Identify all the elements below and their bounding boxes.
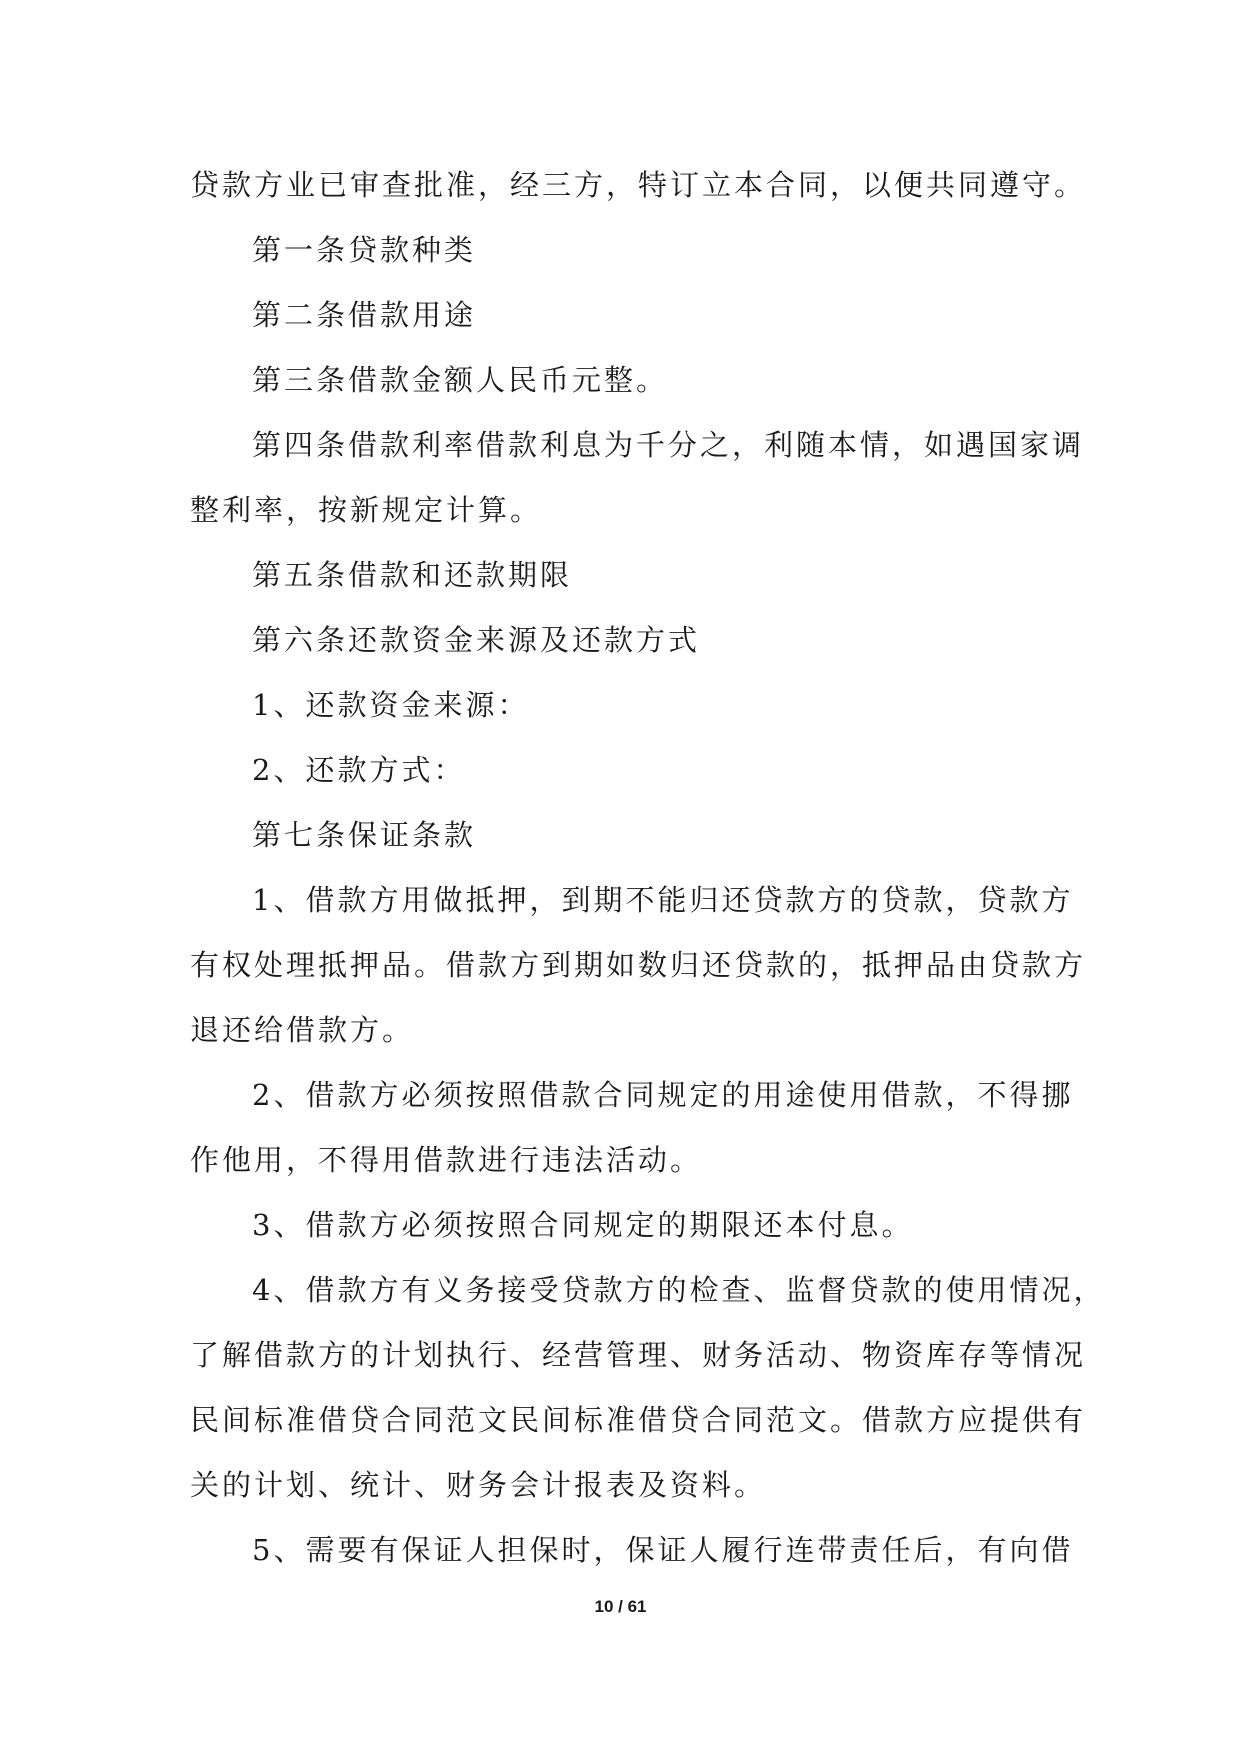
paragraph-line: 1、还款资金来源： [252, 688, 530, 722]
paragraph-line: 有权处理抵押品。借款方到期如数归还贷款的，抵押品由贷款方 [190, 948, 1087, 982]
paragraph-line: 贷款方业已审查批准，经三方，特订立本合同，以便共同遵守。 [190, 168, 1087, 202]
paragraph-line: 第二条借款用途 [252, 298, 477, 332]
paragraph-line: 第五条借款和还款期限 [252, 558, 573, 592]
paragraph-line: 了解借款方的计划执行、经营管理、财务活动、物资库存等情况 [190, 1338, 1087, 1372]
paragraph-line: 民间标准借贷合同范文民间标准借贷合同范文。借款方应提供有 [190, 1403, 1087, 1437]
paragraph-line: 1、借款方用做抵押，到期不能归还贷款方的贷款，贷款方 [252, 883, 1074, 917]
paragraph-line: 4、借款方有义务接受贷款方的检查、监督贷款的使用情况， [252, 1273, 1106, 1307]
paragraph-line: 第三条借款金额人民币元整。 [252, 363, 669, 397]
paragraph-line: 第六条还款资金来源及还款方式 [252, 623, 701, 657]
paragraph-line: 整利率，按新规定计算。 [190, 493, 543, 527]
paragraph-line: 第四条借款利率借款利息为千分之，利随本情，如遇国家调 [252, 428, 1085, 462]
paragraph-line: 第七条保证条款 [252, 818, 477, 852]
paragraph-line: 5、需要有保证人担保时，保证人履行连带责任后，有向借 [252, 1533, 1074, 1567]
paragraph-line: 2、还款方式： [252, 753, 466, 787]
paragraph-line: 作他用，不得用借款进行违法活动。 [190, 1143, 703, 1177]
paragraph-line: 2、借款方必须按照借款合同规定的用途使用借款，不得挪 [252, 1078, 1074, 1112]
paragraph-line: 关的计划、统计、财务会计报表及资料。 [190, 1468, 767, 1502]
page-number: 10 / 61 [594, 1597, 647, 1616]
paragraph-line: 3、借款方必须按照合同规定的期限还本付息。 [252, 1208, 914, 1242]
paragraph-line: 第一条贷款种类 [252, 233, 477, 267]
paragraph-line: 退还给借款方。 [190, 1013, 415, 1047]
